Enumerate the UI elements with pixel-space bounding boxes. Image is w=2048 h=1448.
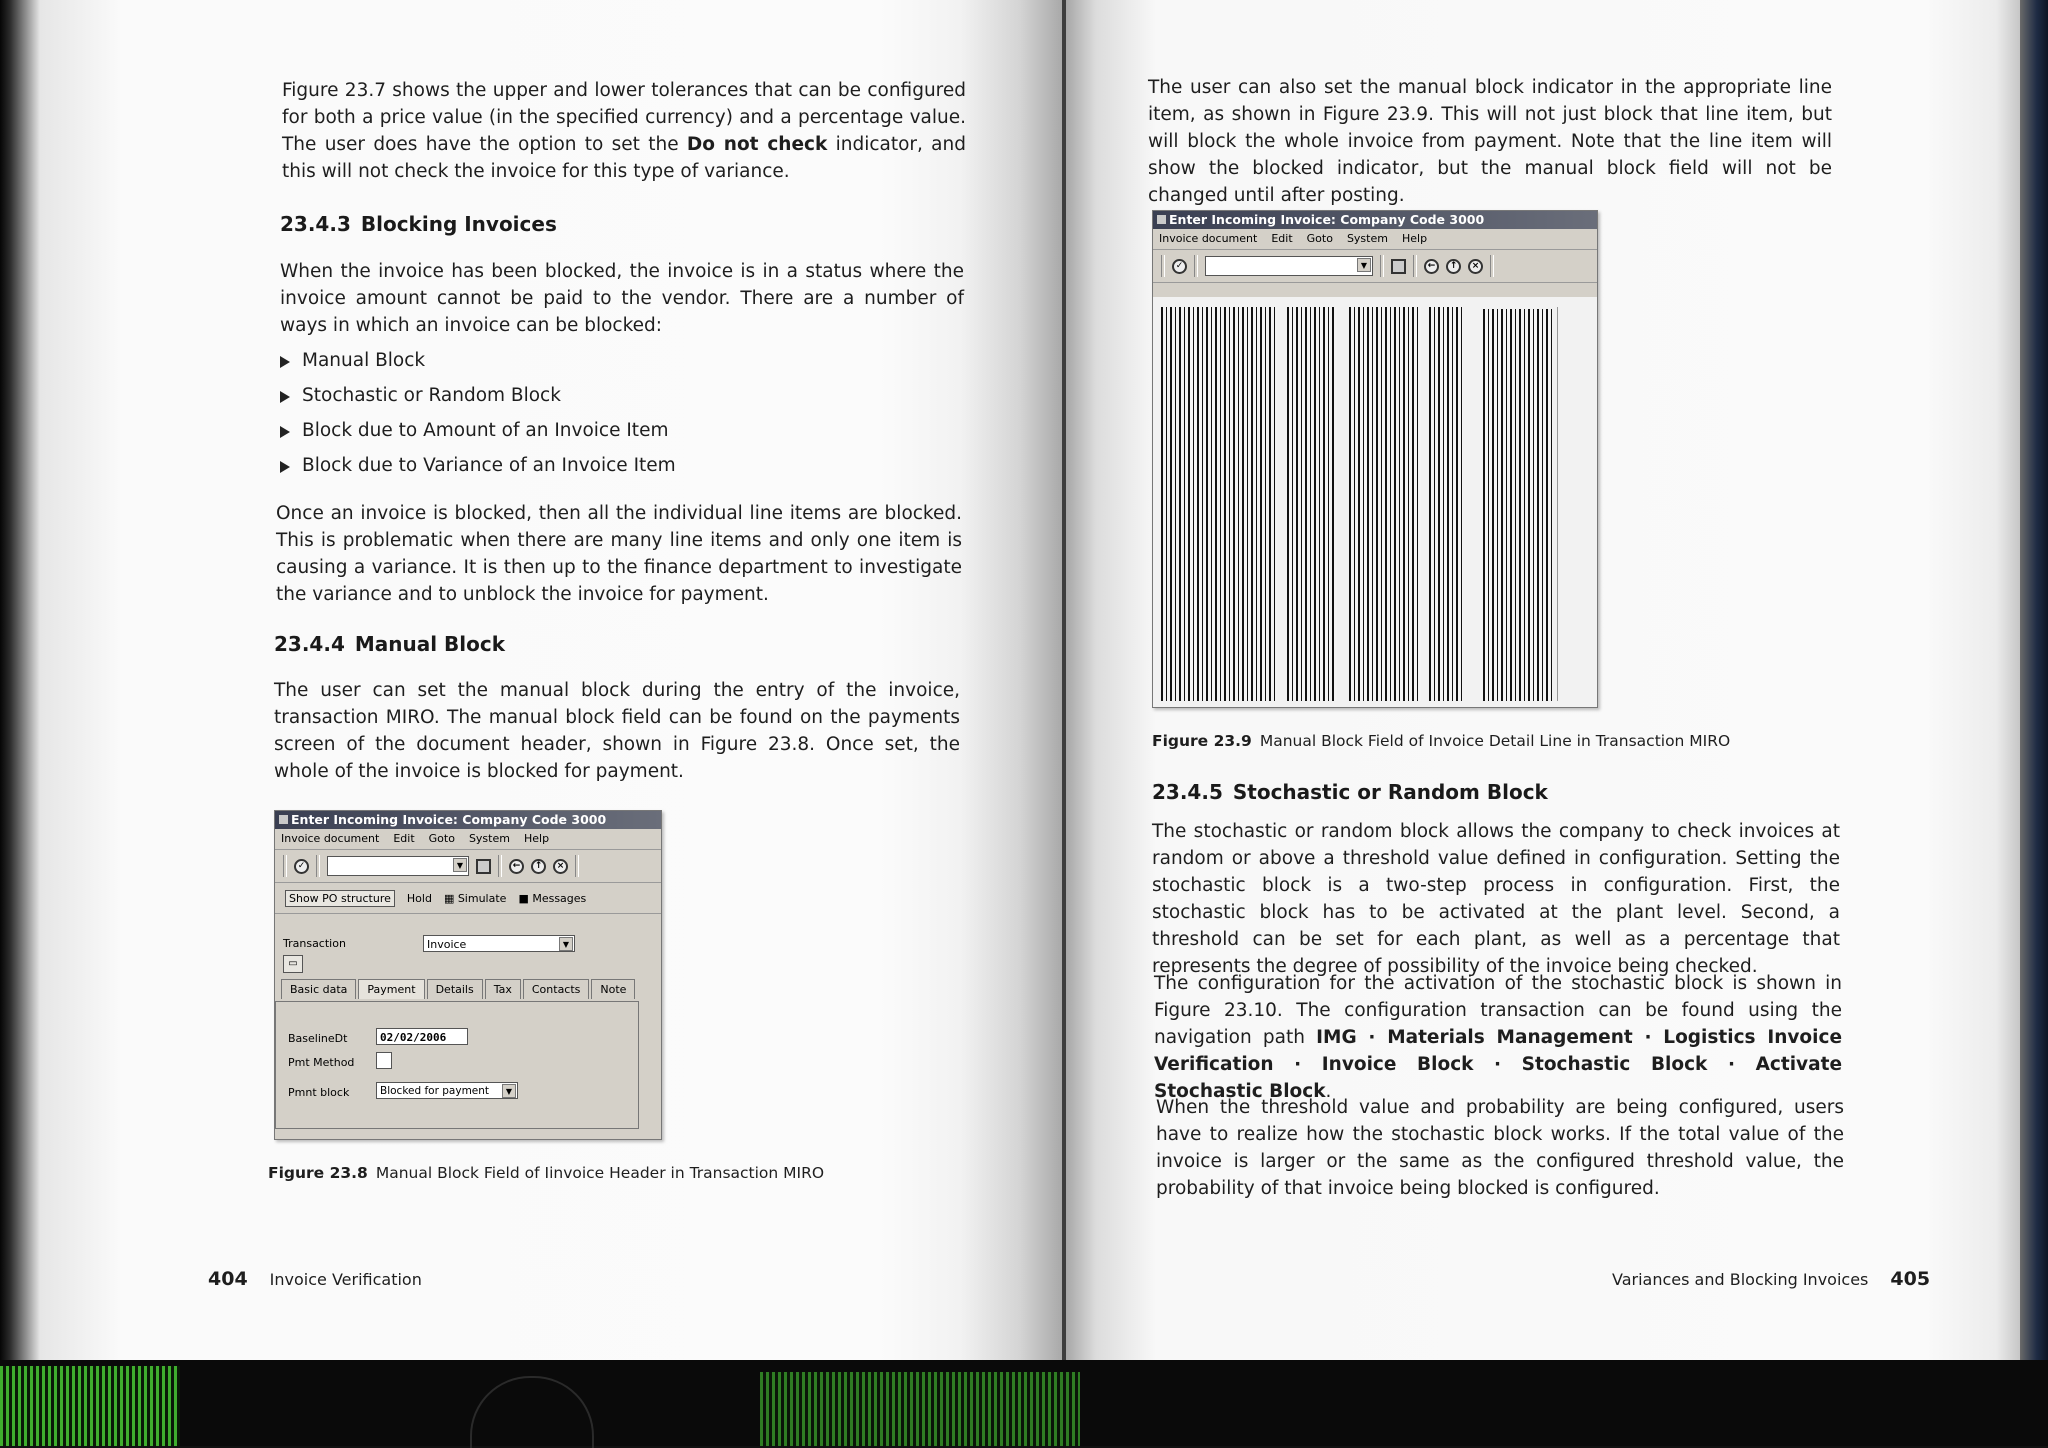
exit-icon[interactable]: ↑: [1446, 259, 1461, 274]
scan-artifact: [1429, 307, 1463, 701]
running-title: Invoice Verification: [269, 1270, 422, 1289]
payment-tab-panel: [275, 1001, 639, 1129]
section-title: Blocking Invoices: [360, 212, 557, 236]
menu-bar: [1153, 229, 1597, 250]
tab-basic-data[interactable]: Basic data: [281, 979, 356, 999]
tab-note[interactable]: Note: [591, 979, 635, 999]
toolbar-separator: [316, 855, 320, 877]
messages-button[interactable]: ■ Messages: [518, 891, 587, 905]
cancel-icon[interactable]: ×: [553, 859, 568, 874]
left-page: [0, 0, 1062, 1360]
section-heading-blocking-invoices: [280, 212, 557, 236]
menu-goto[interactable]: Goto: [428, 832, 455, 845]
transaction-label: Transaction: [283, 937, 346, 950]
sap-window-invoice-line: [1152, 210, 1598, 708]
caption-label: Figure 23.9: [1152, 732, 1252, 750]
bullet-triangle-icon: [280, 391, 290, 403]
figure-caption-23-9: [1152, 732, 1730, 750]
list-item: Stochastic or Random Block: [276, 385, 876, 420]
scan-artifact: [760, 1372, 1080, 1446]
section-number: 23.4.3: [280, 212, 351, 236]
standard-toolbar: [1153, 250, 1597, 283]
hold-button[interactable]: Hold: [406, 891, 432, 905]
toolbar-separator: [1161, 255, 1165, 277]
toolbar-separator: [1194, 255, 1198, 277]
toolbar-separator: [498, 855, 502, 877]
show-po-structure-button[interactable]: Show PO structure: [285, 890, 395, 907]
tab-details[interactable]: Details: [427, 979, 483, 999]
transaction-select[interactable]: Invoice ▼: [423, 935, 575, 952]
menu-invoice-document[interactable]: Invoice document: [281, 832, 380, 845]
menu-system[interactable]: System: [1346, 232, 1388, 245]
running-title: Variances and Blocking Invoices: [1612, 1270, 1869, 1289]
tab-contacts[interactable]: Contacts: [523, 979, 590, 999]
stochastic-paragraph-1: The stochastic or random block allows the company to check invoices at random or above a threshold value defined in configuration. Setting the stochastic block is a two-step process in configuration. First, the stochastic block has to be activated at the plant level. Second, a threshold can be set for each plant, as well as a percentage that represents the degree of possibility of the invoice being checked.: [1152, 821, 1840, 977]
application-toolbar: [275, 883, 661, 914]
figure-caption-23-8: [268, 1164, 824, 1182]
menu-system[interactable]: System: [468, 832, 510, 845]
list-item: Block due to Variance of an Invoice Item: [276, 455, 876, 490]
menu-help[interactable]: Help: [523, 832, 550, 845]
cancel-icon[interactable]: ×: [1468, 259, 1483, 274]
left-intro-paragraph: Figure 23.7 shows the upper and lower tolerances that can be configured for both a price value (in the specified currency) and a percentage value. The user does have the option to set the Do not check indicator, and this will not check the invoice for this type of variance.: [282, 80, 966, 182]
sap-window-invoice-header: [274, 810, 662, 1140]
book-cover-edge: [2020, 0, 2048, 1446]
caption-label: Figure 23.8: [268, 1164, 368, 1182]
menu-edit[interactable]: Edit: [393, 832, 415, 845]
section-number: 23.4.5: [1152, 780, 1223, 804]
bullet-triangle-icon: [280, 356, 290, 368]
standard-toolbar: [275, 850, 661, 883]
stochastic-paragraph-2: The configuration for the activation of the stochastic block is shown in Figure 23.10. The configuration transaction can be found using the navigation path IMG · Materials Management · Logistics Invoice Verification · Invoice Block · Stochastic Block · Activate Stochastic Block.: [1154, 973, 1842, 1102]
scan-artifact: [1287, 307, 1337, 701]
window-title-bar: Enter Incoming Invoice: Company Code 3000: [1153, 211, 1597, 229]
scan-artifact: [1483, 309, 1553, 701]
section-heading-stochastic-block: [1152, 780, 1548, 804]
payment-method-field[interactable]: [376, 1052, 392, 1069]
blocking-paragraph: When the invoice has been blocked, the invoice is in a status where the invoice amount cannot be paid to the vendor. There are a number of ways in which an invoice can be blocked:: [280, 261, 964, 336]
tab-tax[interactable]: Tax: [485, 979, 521, 999]
scan-artifact: [1161, 307, 1277, 701]
garbled-screen-area: [1153, 297, 1597, 707]
menu-bar: [275, 829, 661, 850]
back-icon[interactable]: ←: [1424, 259, 1439, 274]
menu-edit[interactable]: Edit: [1271, 232, 1293, 245]
menu-goto[interactable]: Goto: [1306, 232, 1333, 245]
window-title-bar: Enter Incoming Invoice: Company Code 3000: [275, 811, 661, 829]
section-title: Stochastic or Random Block: [1232, 780, 1548, 804]
list-item: Block due to Amount of an Invoice Item: [276, 420, 876, 455]
scan-artifact: [1349, 307, 1421, 701]
right-intro-paragraph: The user can also set the manual block indicator in the appropriate line item, as shown in Figure 23.9. This will not just block that line item, but will block the whole invoice from payment. Note that the line item will show the blocked indicator, but the manual block field will not be changed until after posting.: [1148, 77, 1832, 206]
toolbar-separator: [575, 855, 579, 877]
toolbar-separator: [1413, 255, 1417, 277]
save-icon[interactable]: [476, 859, 491, 874]
block-types-list: [276, 350, 876, 490]
payment-method-label: Pmt Method: [288, 1056, 355, 1069]
exit-icon[interactable]: ↑: [531, 859, 546, 874]
caption-text: Manual Block Field of Iinvoice Header in Transaction MIRO: [375, 1164, 825, 1182]
scan-artifact: [0, 1366, 180, 1446]
enter-check-icon[interactable]: ✓: [294, 859, 309, 874]
list-item: Manual Block: [276, 350, 876, 385]
manual-block-paragraph: The user can set the manual block during the entry of the invoice, transaction MIRO. The manual block field can be found on the payments screen of the document header, shown in Figure 23.8. Once set, the whole of the invoice is blocked for payment.: [274, 680, 960, 782]
save-icon[interactable]: [1391, 259, 1406, 274]
menu-invoice-document[interactable]: Invoice document: [1159, 232, 1258, 245]
scan-artifact: [1557, 307, 1592, 701]
payment-block-label: Pmnt block: [288, 1086, 350, 1099]
messages-icon: ■: [518, 891, 533, 905]
back-icon[interactable]: ←: [509, 859, 524, 874]
section-number: 23.4.4: [274, 632, 345, 656]
section-heading-manual-block: [274, 632, 505, 656]
toolbar-separator: [283, 855, 287, 877]
simulate-button[interactable]: ▦ Simulate: [443, 891, 507, 905]
bullet-triangle-icon: [280, 461, 290, 473]
stochastic-paragraph-3: When the threshold value and probability are being configured, users have to realize how the stochastic block works. If the total value of the invoice is larger or the same as the configured threshold value, the probability of that invoice being blocked is configured.: [1156, 1097, 1844, 1199]
baseline-date-field[interactable]: 02/02/2006: [376, 1028, 468, 1045]
toolbar-separator: [1380, 255, 1384, 277]
command-field[interactable]: [1205, 256, 1373, 276]
blocked-line-items-paragraph: Once an invoice is blocked, then all the individual line items are blocked. This is problematic when there are many line items and only one item is causing a variance. It is then up to the finance department to investigate the variance and to unblock the invoice for payment.: [276, 503, 962, 605]
left-page-footer: [208, 1268, 422, 1290]
folder-icon[interactable]: ▭: [283, 955, 303, 973]
toolbar-separator: [1490, 255, 1494, 277]
simulate-icon: ▦: [443, 891, 458, 905]
baseline-date-label: BaselineDt: [288, 1032, 348, 1045]
tab-payment[interactable]: Payment: [358, 979, 424, 999]
section-title: Manual Block: [354, 632, 506, 656]
caption-text: Manual Block Field of Invoice Detail Line in Transaction MIRO: [1259, 732, 1731, 750]
header-tabs: [281, 979, 637, 999]
payment-block-select[interactable]: Blocked for payment ▼: [376, 1082, 518, 1099]
page-number: 404: [208, 1268, 248, 1290]
page-number: 405: [1890, 1268, 1931, 1290]
bullet-triangle-icon: [280, 426, 290, 438]
menu-help[interactable]: Help: [1401, 232, 1428, 245]
enter-check-icon[interactable]: ✓: [1172, 259, 1187, 274]
right-page: [1066, 0, 2048, 1360]
command-field[interactable]: [327, 856, 469, 876]
right-page-footer: [1612, 1268, 1930, 1290]
